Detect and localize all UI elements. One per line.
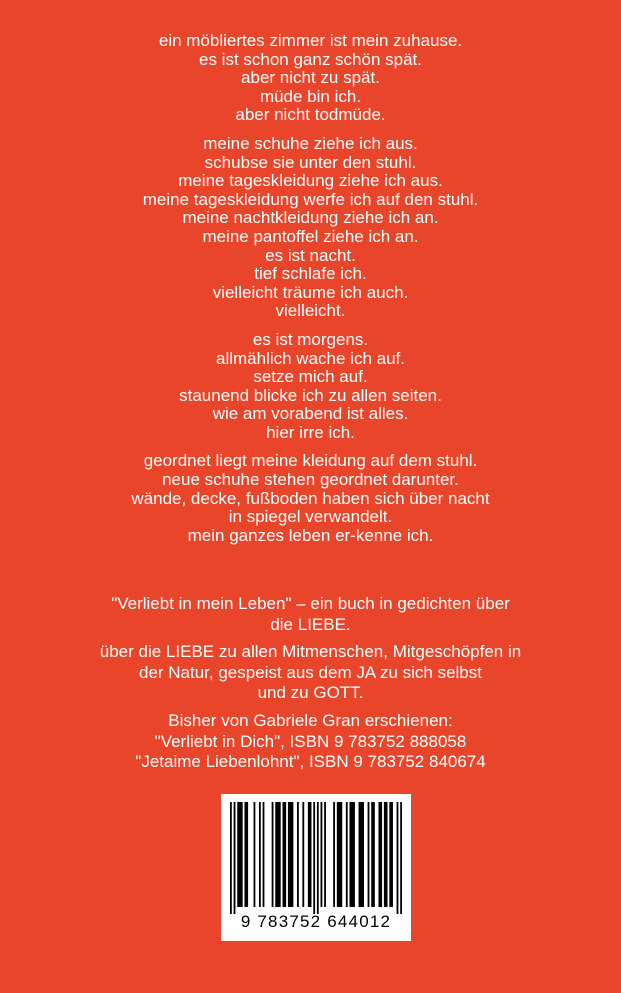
barcode-bar [324,802,326,907]
barcode-bar [237,802,242,907]
barcode-bar [254,802,256,907]
blurb-line: Bisher von Gabriele Gran erschienen: [168,710,453,730]
poem-line: neue schuhe stehen geordnet darunter. [162,470,459,490]
blurb-paragraph-other-books [0,711,621,773]
poem-stanza-1 [0,32,621,125]
barcode-bar [378,802,382,907]
poem-stanza-4 [0,452,621,545]
poem-line: ein möbliertes zimmer ist mein zuhause. [158,31,463,50]
barcode-bar [275,802,280,907]
poem-line: es ist morgens. [252,329,369,349]
poem-line: mein ganzes leben er-kenne ich. [187,525,434,545]
blurb-line: der Natur, gespeist aus dem JA zu sich selbst [138,662,482,682]
poem-stanza-2 [0,135,621,321]
poem-line: wie am vorabend ist alles. [212,404,409,424]
barcode-bar [244,802,248,907]
poem-stanza-3 [0,331,621,443]
barcode-bar [259,802,261,907]
barcode-bar [283,802,287,907]
barcode-digits: 9 783752 644012 [240,912,392,931]
barcode-bar [288,802,293,907]
poem-line: in spiegel verwandelt. [228,507,393,527]
blurb-paragraph-description [0,642,621,704]
blurb-paragraph-title [0,594,621,635]
poem-line: hier irre ich. [266,422,355,442]
blurb-line: und zu GOTT. [257,683,364,703]
barcode-bar [384,802,388,907]
barcode-bar [349,802,354,907]
barcode-bar [263,802,265,907]
barcode-guard-bar [400,802,402,914]
blurb-line: "Verliebt in Dich", ISBN 9 783752 888058 [154,731,467,751]
poem-line: tief schlafe ich. [254,264,367,284]
poem-line: es ist schon ganz schön spät. [198,49,423,69]
poem-line: setze mich auf. [253,367,368,387]
isbn-barcode [221,794,411,941]
barcode-bar [302,802,304,907]
poem-line: schubse sie unter den stuhl. [204,152,417,172]
barcode-bar [359,802,364,907]
barcode-bar [297,802,299,907]
barcode-guard-bar [230,802,232,914]
barcode-bar [368,802,370,907]
barcode-bar [346,802,348,907]
barcode-guard-bar [317,802,319,914]
blurb-line: "Verliebt in mein Leben" – ein buch in gedichten über [111,594,510,613]
poem-line: vielleicht. [275,301,346,321]
barcode-bar [308,802,312,907]
barcode-bar [337,802,342,907]
poem-line: allmählich wache ich auf. [216,348,405,368]
poem-line: meine tageskleidung werfe ich auf den stuhl. [142,189,479,209]
blurb-line: "Jetaime Liebenlohnt", ISBN 9 783752 840674 [135,752,486,772]
poem-line: müde bin ich. [259,86,362,106]
barcode-bar [389,802,393,907]
poem-line: wände, decke, fußboden haben sich über nacht [131,488,490,508]
poem-line: aber nicht zu spät. [241,68,380,88]
poem-line: es ist nacht. [265,245,356,265]
barcode-bars [230,802,402,914]
poem [0,32,621,555]
poem-line: staunend blicke ich zu allen seiten. [179,385,442,405]
book-blurb [0,594,621,780]
barcode-bar [371,802,375,907]
barcode-guard-bar [313,802,315,914]
barcode-guard-bar [234,802,236,914]
barcode-bar [321,802,323,907]
poem-line: aber nicht todmüde. [235,105,386,125]
poem-line: meine tageskleidung ziehe ich aus. [178,171,443,191]
barcode-guard-bar [397,802,399,914]
poem-line: meine schuhe ziehe ich aus. [203,133,418,153]
poem-line: vielleicht träume ich auch. [212,282,409,302]
blurb-line: über die LIEBE zu allen Mitmenschen, Mitgeschöpfen in [99,642,522,662]
poem-line: meine nachtkleidung ziehe ich an. [182,208,439,228]
barcode-bar [272,802,274,907]
blurb-line: die LIEBE. [270,614,351,634]
poem-line: geordnet liegt meine kleidung auf dem stuhl. [143,451,478,471]
barcode-bar [333,802,335,907]
poem-line: meine pantoffel ziehe ich an. [202,226,419,246]
